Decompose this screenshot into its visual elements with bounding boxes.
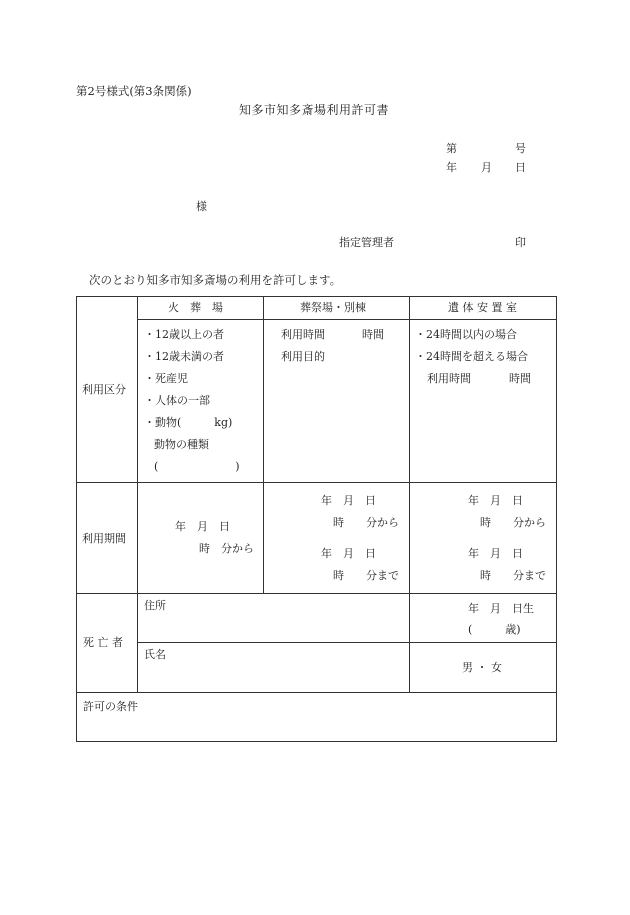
label-column-line <box>137 296 138 693</box>
crematory-item-animal-type-field: ( ) <box>154 460 240 473</box>
column-remains-room: 遺 体 安 置 室 <box>448 301 517 314</box>
remains-within-24h: ・24時間以内の場合 <box>415 328 517 341</box>
remains-time-label: 利用時間 <box>427 372 471 385</box>
page-title: 知多市知多斎場利用許可書 <box>239 103 390 117</box>
remains-start-time: 時 分から <box>480 516 546 529</box>
funeral-time-label: 利用時間 <box>281 328 325 341</box>
crematory-item-animal: ・動物( kg) <box>144 416 233 429</box>
permit-form-table <box>76 296 557 742</box>
date-month: 月 <box>481 161 492 174</box>
usage-category-label: 利用区分 <box>82 383 126 396</box>
period-row-line <box>76 593 557 594</box>
crematory-item-adult: ・12歳以上の者 <box>144 328 224 341</box>
deceased-birth-date: 年 月 日生 <box>468 602 534 615</box>
manager-label: 指定管理者 <box>339 236 394 249</box>
crematory-item-animal-type: 動物の種類 <box>154 438 209 451</box>
crematory-item-child: ・12歳未満の者 <box>144 350 224 363</box>
funeral-purpose-label: 利用目的 <box>281 350 325 363</box>
deceased-address-label: 住所 <box>144 599 166 612</box>
conditions-label: 許可の条件 <box>83 700 138 713</box>
deceased-label: 死 亡 者 <box>83 636 123 649</box>
number-go: 号 <box>515 142 526 155</box>
deceased-name-label: 氏名 <box>144 648 166 661</box>
seal-mark: 印 <box>515 236 526 249</box>
funeral-end-date: 年 月 日 <box>321 547 376 560</box>
number-dai: 第 <box>446 142 457 155</box>
funeral-start-date: 年 月 日 <box>321 494 376 507</box>
usage-period-label: 利用期間 <box>82 532 126 545</box>
addressee-suffix: 様 <box>196 200 207 213</box>
crematory-column-line <box>263 296 264 594</box>
funeral-time-unit: 時間 <box>362 328 384 341</box>
date-day: 日 <box>515 161 526 174</box>
crematory-period-time: 時 分から <box>199 542 254 555</box>
funeral-column-line <box>409 296 410 693</box>
form-number: 第2号様式(第3条関係) <box>76 84 192 98</box>
crematory-item-stillborn: ・死産児 <box>144 372 188 385</box>
remains-end-time: 時 分まで <box>480 569 546 582</box>
crematory-period-date: 年 月 日 <box>175 520 230 533</box>
header-row-line <box>137 319 557 320</box>
remains-over-24h: ・24時間を超える場合 <box>415 350 528 363</box>
funeral-end-time: 時 分まで <box>333 569 399 582</box>
deceased-row-line <box>76 692 557 693</box>
address-row-line <box>137 642 557 643</box>
remains-end-date: 年 月 日 <box>468 547 523 560</box>
funeral-start-time: 時 分から <box>333 516 399 529</box>
remains-start-date: 年 月 日 <box>468 494 523 507</box>
remains-time-unit: 時間 <box>509 372 531 385</box>
column-crematory: 火 葬 場 <box>168 301 223 314</box>
deceased-gender: 男 ・ 女 <box>462 661 502 674</box>
deceased-age: ( 歳) <box>468 623 521 636</box>
category-row-line <box>76 482 557 483</box>
date-year: 年 <box>446 161 457 174</box>
crematory-item-body-part: ・人体の一部 <box>144 394 210 407</box>
intro-text: 次のとおり知多市知多斎場の利用を許可します。 <box>89 273 342 287</box>
column-funeral-hall: 葬祭場・別棟 <box>300 301 366 314</box>
